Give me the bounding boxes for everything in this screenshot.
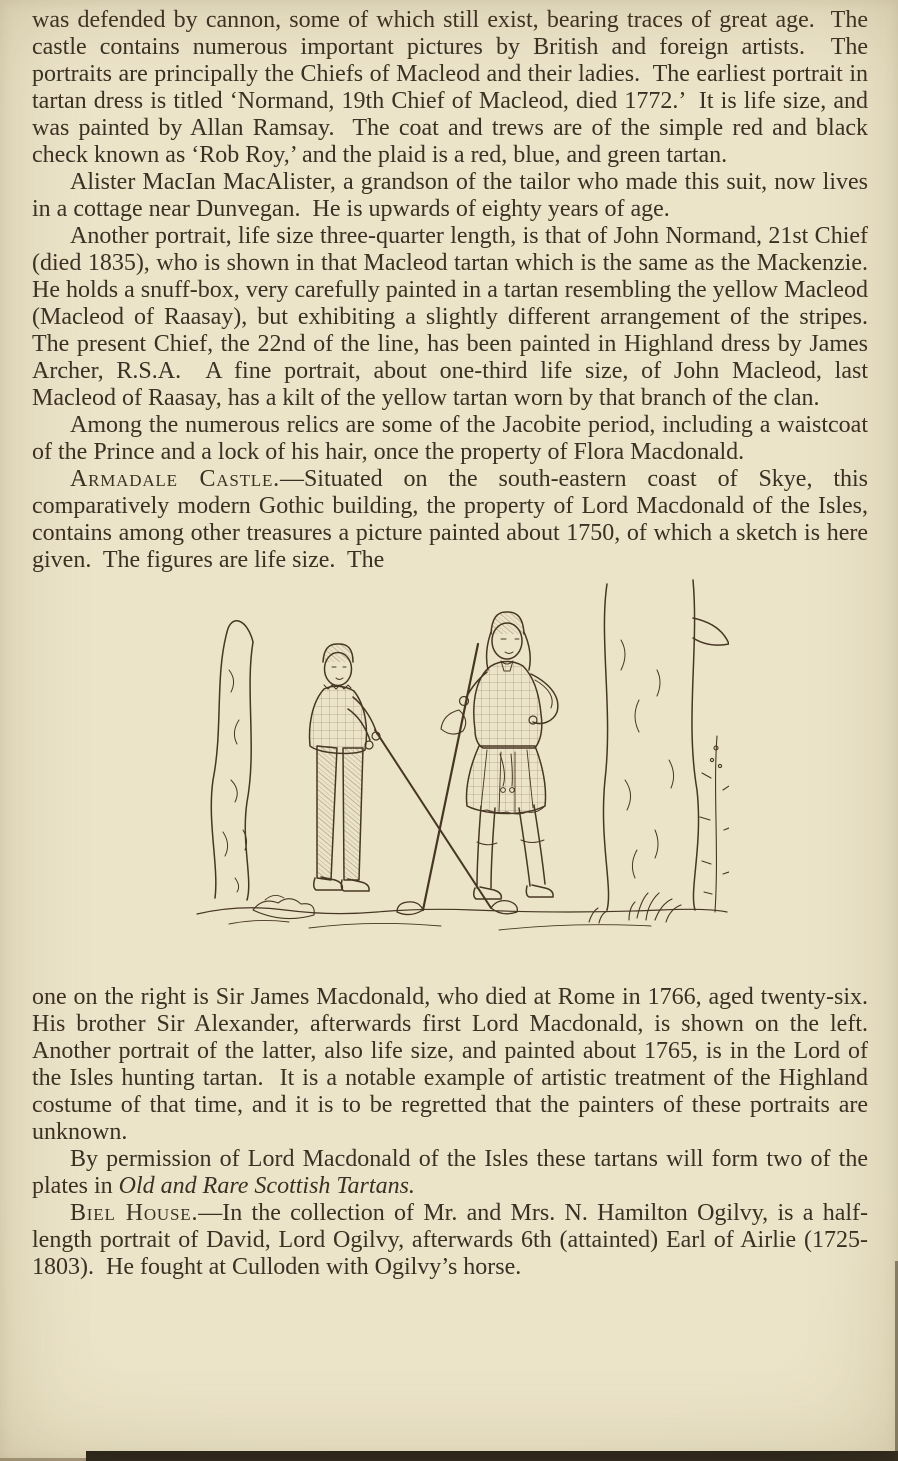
tree-trunk-left [211,621,253,900]
paragraph-text: —Situated on the south-eastern coast of Skye, this comparatively modern Gothic building, the property of Lord Macdonald of the Isles, contains among other treasures a picture painted about 1750, of which a sketch is here given. The figures are life size. The [32,466,874,573]
paragraph-permission [32,1146,874,1200]
golfers-sketch [169,578,729,978]
paragraph-jacobite-relics: Among the numerous relics are some of the Jacobite period, including a waistcoat of the Prince and a lock of his hair, once the property of Flora Macdonald. [32,412,874,465]
plant-spike [700,736,729,912]
upper-text-block [0,0,898,574]
tree-trunk-right [603,580,729,910]
section-heading-biel-house: Biel House. [70,1200,199,1226]
paragraph-text: —In the collection of Mr. and Mrs. N. Hamilton Ogilvy, is a half-length portrait of David, Lord Ogilvy, afterwards 6th (attainted) Earl of Airlie (1725-1803). He fought at Culloden with Ogilvy’s horse. [32,1200,868,1280]
golf-club-right [397,644,478,915]
scan-artifact-bottom-strip [86,1451,898,1461]
paragraph-macalister: Alister MacIan MacAlister, a grandson of the tailor who made this suit, now lives in a cottage near Dunvegan. He is upwards of eighty years of age. [32,169,874,222]
grass-tuft [589,893,681,923]
paragraph-macdonald-brothers: one on the right is Sir James Macdonald, who died at Rome in 1766, aged twenty-six. His brother Sir Alexander, afterwards first Lord Macdonald, is shown on the left. Another portrait of the latter, also life size, and painted about 1765, is in the Lord of the Isles hunting tartan. It is a notable example of artistic treatment of the Highland costume of that time, and it is to be regretted that the painters of these portraits are unknown. [32,984,880,1145]
paragraph-biel-house [32,1200,868,1281]
paragraph-castle-pictures: was defended by cannon, some of which still exist, bearing traces of great age. The castle contains numerous important pictures by British and foreign artists. The portraits are principally the Chiefs of Macleod and their ladies. The earliest portrait in tartan dress is titled ‘Normand, 19th Chief of Macleod, died 1772.’ It is life size, and was painted by Allan Ramsay. The coat and trews are of the simple red and black check known as ‘Rob Roy,’ and the plaid is a red, blue, and green tartan. [32,7,874,168]
paragraph-text: By permission of Lord Macdonald of the Isles these tartans will form two of the plates in [32,1146,874,1199]
figure-right-youth [397,612,558,915]
stones [253,895,314,918]
lower-text-block [0,984,898,1281]
paragraph-armadale-castle [32,466,874,574]
paragraph-portraits: Another portrait, life size three-quarter length, is that of John Normand, 21st Chief (died 1835), who is shown in that Macleod tartan which is the same as the Mackenzie. He holds a snuff-box, very carefully painted in a tartan resembling the yellow Macleod (Macleod of Raasay), but exhibiting a slightly different arrangement of the stripes. The present Chief, the 22nd of the line, has been painted in Highland dress by James Archer, R.S.A. A fine portrait, about one-third life size, of John Macleod, last Macleod of Raasay, has a kilt of the yellow tartan worn by that branch of the clan. [32,223,880,411]
armadale-sketch-illustration [139,578,759,978]
section-heading-armadale-castle: Armadale Castle. [70,466,280,492]
book-title: Old and Rare Scottish Tartans. [118,1173,415,1199]
